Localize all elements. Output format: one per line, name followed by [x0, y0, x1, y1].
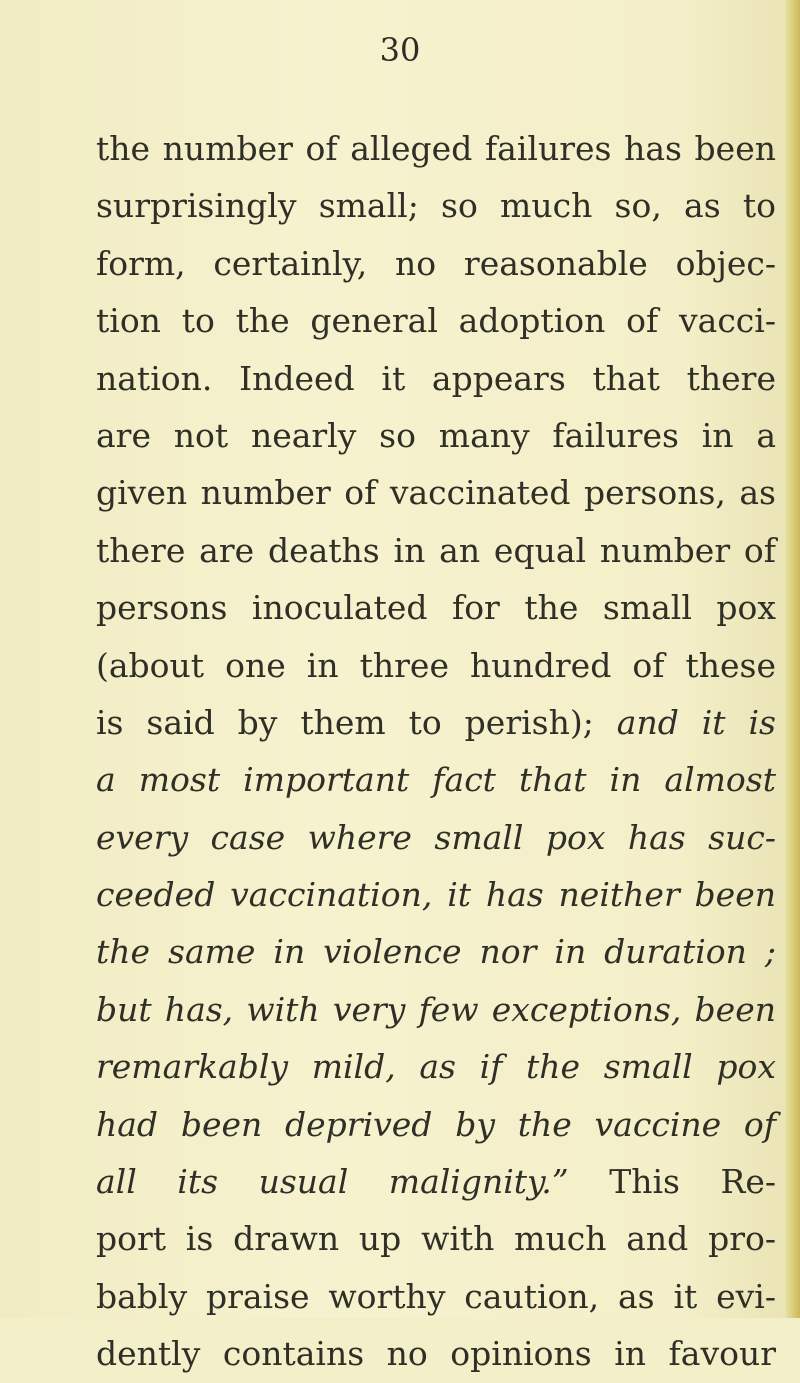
body-text [96, 120, 776, 1383]
text-line [96, 350, 776, 407]
italic-text: remarkably mild, as if the small pox [96, 1047, 776, 1087]
text-line [96, 1038, 776, 1095]
italic-text: every case where small pox has suc- [96, 817, 776, 857]
text-line [96, 694, 776, 751]
text-line [96, 1268, 776, 1325]
italic-text: the same in violence nor in duration ; [96, 932, 776, 972]
text-line [96, 866, 776, 923]
roman-text: are not nearly so many failures in a [96, 415, 776, 455]
roman-text: surprisingly small; so much so, as to [96, 186, 776, 226]
italic-text: all its usual malignity.” [96, 1162, 569, 1202]
text-line [96, 981, 776, 1038]
italic-text: a most important fact that in almost [96, 760, 776, 800]
text-line [96, 235, 776, 292]
text-line [96, 637, 776, 694]
text-line [96, 120, 776, 177]
roman-text: tion to the general adoption of vacci- [96, 301, 776, 341]
italic-text: ceeded vaccination, it has neither been [96, 875, 776, 915]
text-line [96, 177, 776, 234]
page-number: 30 [379, 31, 421, 69]
roman-text: given number of vaccinated persons, as [96, 473, 776, 513]
roman-text: is said by them to perish); [96, 702, 617, 742]
roman-text: bably praise worthy caution, as it evi- [96, 1276, 776, 1316]
roman-text: port is drawn up with much and pro- [96, 1219, 776, 1259]
italic-text: and it is [616, 702, 776, 742]
text-line [96, 1325, 776, 1382]
text-line [96, 522, 776, 579]
roman-text: the number of alleged failures has been [96, 129, 776, 168]
text-line [96, 579, 776, 636]
roman-text: dently contains no opinions in favour [96, 1334, 776, 1374]
roman-text: nation. Indeed it appears that there [96, 358, 776, 398]
text-line [96, 923, 776, 980]
roman-text: (about one in three hundred of these [96, 645, 776, 685]
text-line [96, 1096, 776, 1153]
roman-text: This Re- [568, 1162, 776, 1202]
page-edge [786, 0, 800, 1318]
text-line [96, 407, 776, 464]
roman-text: form, certainly, no reasonable objec- [96, 243, 776, 283]
text-line [96, 1153, 776, 1210]
text-line [96, 751, 776, 808]
text-line [96, 1210, 776, 1267]
roman-text: there are deaths in an equal number of [96, 530, 776, 570]
italic-text: had been deprived by the vaccine of [96, 1104, 776, 1144]
roman-text: persons inoculated for the small pox [96, 588, 776, 628]
text-line [96, 809, 776, 866]
text-line [96, 292, 776, 349]
italic-text: but has, with very few exceptions, been [96, 989, 776, 1029]
text-line [96, 464, 776, 521]
